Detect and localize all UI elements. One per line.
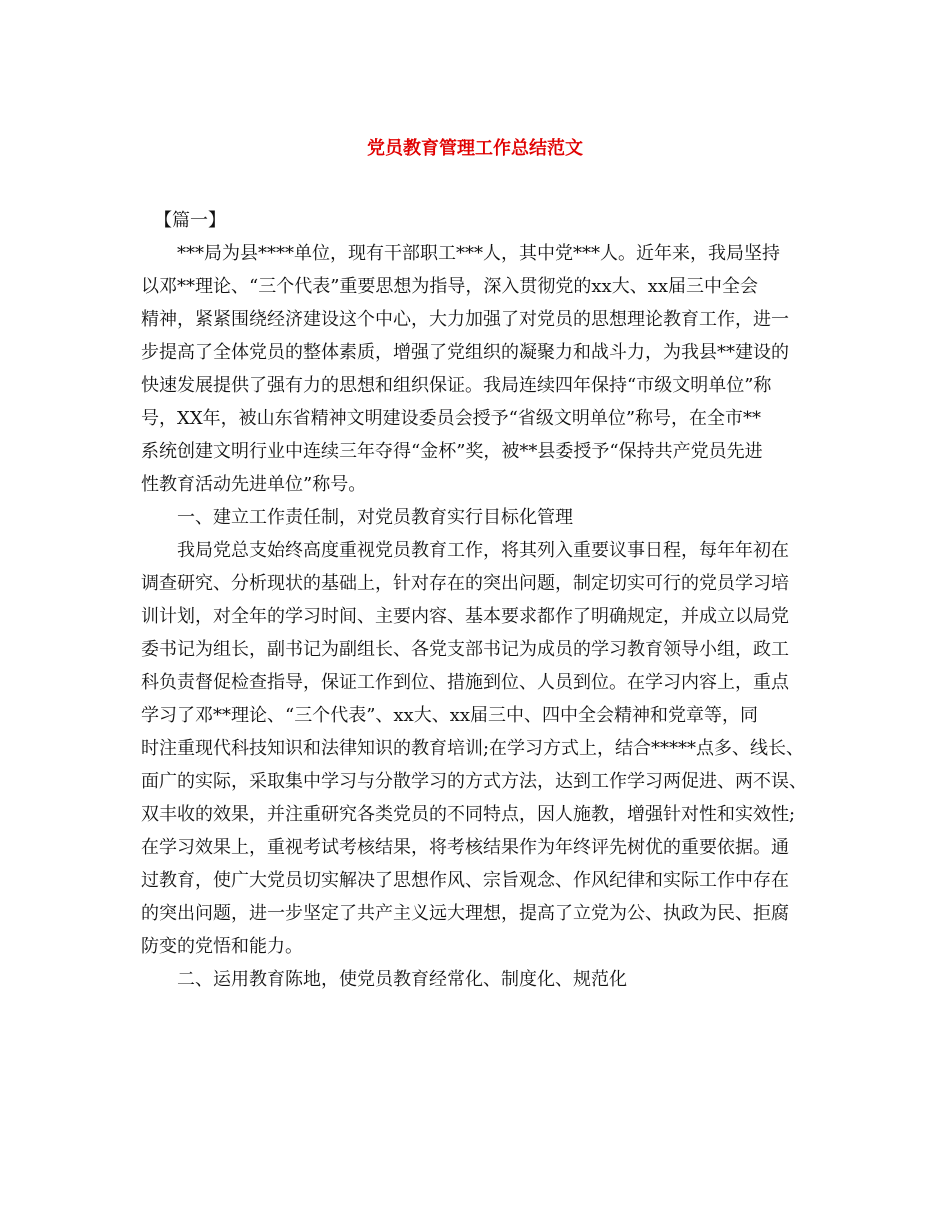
text-line: 时注重现代科技知识和法律知识的教育培训;在学习方式上，结合*****点多、线长、	[141, 738, 805, 759]
text-line: 二、运用教育陈地，使党员教育经常化、制度化、规范化	[177, 969, 627, 990]
text-line: 双丰收的效果，并注重研究各类党员的不同特点，因人施教，增强针对性和实效性;	[141, 804, 796, 825]
text-line: 在学习效果上，重视考试考核结果，将考核结果作为年终评先树优的重要依据。通	[141, 837, 789, 858]
text-line: 系统创建文明行业中连续三年夺得“金杯”奖，被**县委授予“保持共产党员先进	[141, 441, 763, 462]
text-line: 科负责督促检查指导，保证工作到位、措施到位、人员到位。在学习内容上，重点	[141, 672, 789, 693]
text-line: 步提高了全体党员的整体素质，增强了党组织的凝聚力和战斗力，为我县**建设的	[141, 342, 789, 363]
text-line: 性教育活动先进单位”称号。	[141, 474, 367, 495]
text-line: 防变的党悟和能力。	[141, 936, 303, 957]
document-body	[141, 204, 831, 996]
document-title: 党员教育管理工作总结范文	[367, 138, 583, 159]
text-line: 我局党总支始终高度重视党员教育工作，将其列入重要议事日程，每年年初在	[177, 540, 789, 561]
text-line: 过教育，使广大党员切实解决了思想作风、宗旨观念、作风纪律和实际工作中存在	[141, 870, 789, 891]
text-line: 学习了邓**理论、“三个代表”、xx大、xx届三中、四中全会精神和党章等，同	[141, 705, 759, 726]
text-line: 号，XX年，被山东省精神文明建设委员会授予“省级文明单位”称号，在全市**	[141, 408, 762, 429]
text-line: 快速发展提供了强有力的思想和组织保证。我局连续四年保持“市级文明单位”称	[141, 375, 772, 396]
text-line: ***局为县****单位，现有干部职工***人，其中党***人。近年来，我局坚持	[177, 243, 780, 264]
section-label: 【篇一】	[154, 210, 226, 231]
paragraph-lines	[141, 237, 831, 996]
text-line: 调查研究、分析现状的基础上，针对存在的突出问题，制定切实可行的党员学习培	[141, 573, 789, 594]
text-line: 以邓**理论、“三个代表”重要思想为指导，深入贯彻党的xx大、xx届三中全会	[141, 276, 759, 297]
text-line: 委书记为组长，副书记为副组长、各党支部书记为成员的学习教育领导小组，政工	[141, 639, 789, 660]
text-line: 一、建立工作责任制，对党员教育实行目标化管理	[177, 507, 573, 528]
text-line: 的突出问题，进一步坚定了共产主义远大理想，提高了立党为公、执政为民、拒腐	[141, 903, 789, 924]
text-line: 精神，紧紧围绕经济建设这个中心，大力加强了对党员的思想理论教育工作，进一	[141, 309, 789, 330]
text-line: 训计划，对全年的学习时间、主要内容、基本要求都作了明确规定，并成立以局党	[141, 606, 789, 627]
text-line: 面广的实际，采取集中学习与分散学习的方式方法，达到工作学习两促进、两不误、	[141, 771, 807, 792]
